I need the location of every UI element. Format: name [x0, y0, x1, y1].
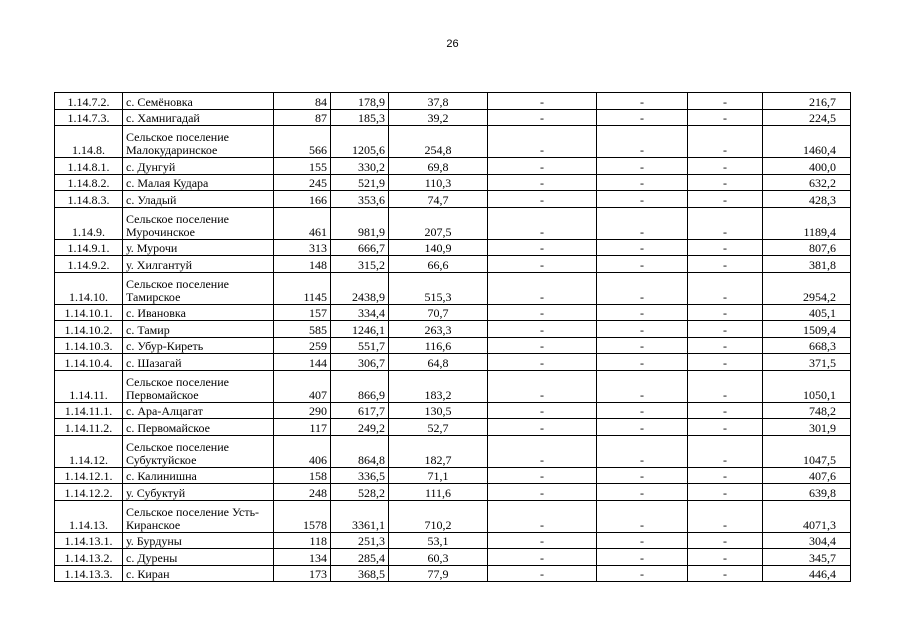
col-3-value: 254,8 [389, 126, 488, 158]
settlement-name: Сельское поселение Субуктуйское [123, 435, 274, 467]
col-4-value: - [488, 370, 597, 402]
col-5-value: - [597, 484, 688, 501]
col-6-value: - [688, 370, 763, 402]
col-3-value: 52,7 [389, 419, 488, 436]
col-5-value: - [597, 337, 688, 354]
row-code: 1.14.13. [55, 500, 123, 532]
table-row [55, 549, 851, 566]
col-3-value: 207,5 [389, 207, 488, 239]
table-row [55, 158, 851, 175]
col-3-value: 710,2 [389, 500, 488, 532]
total-value: 1050,1 [763, 370, 851, 402]
row-code: 1.14.9. [55, 207, 123, 239]
col-3-value: 37,8 [389, 93, 488, 110]
settlement-name: с. Шазагай [123, 354, 274, 371]
col-1-value: 166 [274, 191, 331, 208]
col-6-value: - [688, 549, 763, 566]
col-2-value: 864,8 [331, 435, 389, 467]
col-2-value: 2438,9 [331, 272, 389, 304]
row-code: 1.14.10.1. [55, 304, 123, 321]
settlement-name: Сельское поселение Усть-Киранское [123, 500, 274, 532]
table-row [55, 354, 851, 371]
row-code: 1.14.7.3. [55, 109, 123, 126]
col-1-value: 155 [274, 158, 331, 175]
col-6-value: - [688, 304, 763, 321]
table-row [55, 419, 851, 436]
total-value: 345,7 [763, 549, 851, 566]
col-4-value: - [488, 484, 597, 501]
col-5-value: - [597, 207, 688, 239]
col-1-value: 84 [274, 93, 331, 110]
row-code: 1.14.10.2. [55, 321, 123, 338]
col-3-value: 183,2 [389, 370, 488, 402]
settlement-name: с. Дунгуй [123, 158, 274, 175]
col-3-value: 263,3 [389, 321, 488, 338]
col-1-value: 245 [274, 174, 331, 191]
col-2-value: 353,6 [331, 191, 389, 208]
col-5-value: - [597, 191, 688, 208]
col-1-value: 144 [274, 354, 331, 371]
table-row [55, 402, 851, 419]
settlement-name: с. Хамнигадай [123, 109, 274, 126]
col-5-value: - [597, 158, 688, 175]
row-code: 1.14.9.2. [55, 256, 123, 273]
col-5-value: - [597, 549, 688, 566]
table-row [55, 191, 851, 208]
col-4-value: - [488, 93, 597, 110]
col-2-value: 617,7 [331, 402, 389, 419]
col-6-value: - [688, 565, 763, 582]
row-code: 1.14.10.3. [55, 337, 123, 354]
col-1-value: 585 [274, 321, 331, 338]
col-4-value: - [488, 109, 597, 126]
col-4-value: - [488, 304, 597, 321]
col-4-value: - [488, 435, 597, 467]
col-2-value: 1205,6 [331, 126, 389, 158]
settlement-name: с. Тамир [123, 321, 274, 338]
table-body [55, 93, 851, 582]
col-4-value: - [488, 467, 597, 484]
table-row [55, 435, 851, 467]
col-6-value: - [688, 354, 763, 371]
col-6-value: - [688, 337, 763, 354]
col-6-value: - [688, 191, 763, 208]
table-row [55, 532, 851, 549]
col-2-value: 666,7 [331, 239, 389, 256]
row-code: 1.14.12. [55, 435, 123, 467]
table-row [55, 272, 851, 304]
col-4-value: - [488, 272, 597, 304]
col-6-value: - [688, 419, 763, 436]
col-3-value: 515,3 [389, 272, 488, 304]
col-3-value: 77,9 [389, 565, 488, 582]
col-3-value: 69,8 [389, 158, 488, 175]
table-row [55, 239, 851, 256]
total-value: 446,4 [763, 565, 851, 582]
col-5-value: - [597, 370, 688, 402]
col-4-value: - [488, 207, 597, 239]
col-1-value: 248 [274, 484, 331, 501]
total-value: 216,7 [763, 93, 851, 110]
col-5-value: - [597, 272, 688, 304]
settlement-name: у. Мурочи [123, 239, 274, 256]
col-2-value: 981,9 [331, 207, 389, 239]
col-6-value: - [688, 272, 763, 304]
total-value: 1189,4 [763, 207, 851, 239]
total-value: 1460,4 [763, 126, 851, 158]
row-code: 1.14.8.3. [55, 191, 123, 208]
settlement-name: с. Малая Кудара [123, 174, 274, 191]
total-value: 668,3 [763, 337, 851, 354]
total-value: 400,0 [763, 158, 851, 175]
total-value: 2954,2 [763, 272, 851, 304]
col-5-value: - [597, 532, 688, 549]
table-row [55, 484, 851, 501]
col-2-value: 368,5 [331, 565, 389, 582]
table-row [55, 174, 851, 191]
table-row [55, 565, 851, 582]
col-5-value: - [597, 435, 688, 467]
table-row [55, 109, 851, 126]
row-code: 1.14.8.1. [55, 158, 123, 175]
settlement-name: у. Субуктуй [123, 484, 274, 501]
data-table [54, 92, 851, 582]
col-5-value: - [597, 93, 688, 110]
col-3-value: 111,6 [389, 484, 488, 501]
col-5-value: - [597, 126, 688, 158]
col-6-value: - [688, 207, 763, 239]
row-code: 1.14.11.2. [55, 419, 123, 436]
settlement-name: с. Ара-Алцагат [123, 402, 274, 419]
col-4-value: - [488, 419, 597, 436]
col-6-value: - [688, 93, 763, 110]
table-row [55, 256, 851, 273]
col-2-value: 330,2 [331, 158, 389, 175]
col-1-value: 407 [274, 370, 331, 402]
table-row [55, 126, 851, 158]
col-6-value: - [688, 402, 763, 419]
col-2-value: 249,2 [331, 419, 389, 436]
total-value: 224,5 [763, 109, 851, 126]
row-code: 1.14.12.1. [55, 467, 123, 484]
settlement-name: с. Ивановка [123, 304, 274, 321]
page-number: 26 [446, 38, 459, 50]
col-4-value: - [488, 565, 597, 582]
col-1-value: 313 [274, 239, 331, 256]
col-6-value: - [688, 467, 763, 484]
col-4-value: - [488, 191, 597, 208]
settlement-name: с. Уладый [123, 191, 274, 208]
col-1-value: 148 [274, 256, 331, 273]
settlement-name: с. Киран [123, 565, 274, 582]
col-3-value: 66,6 [389, 256, 488, 273]
col-3-value: 53,1 [389, 532, 488, 549]
col-2-value: 185,3 [331, 109, 389, 126]
col-4-value: - [488, 256, 597, 273]
col-6-value: - [688, 435, 763, 467]
total-value: 1047,5 [763, 435, 851, 467]
total-value: 371,5 [763, 354, 851, 371]
table-row [55, 321, 851, 338]
col-1-value: 118 [274, 532, 331, 549]
table-row [55, 370, 851, 402]
col-6-value: - [688, 239, 763, 256]
col-4-value: - [488, 549, 597, 566]
settlement-name: Сельское поселение Мурочинское [123, 207, 274, 239]
row-code: 1.14.12.2. [55, 484, 123, 501]
table-row [55, 337, 851, 354]
col-1-value: 566 [274, 126, 331, 158]
col-6-value: - [688, 321, 763, 338]
settlement-name: у. Бурдуны [123, 532, 274, 549]
row-code: 1.14.10.4. [55, 354, 123, 371]
col-2-value: 521,9 [331, 174, 389, 191]
col-1-value: 158 [274, 467, 331, 484]
row-code: 1.14.11. [55, 370, 123, 402]
col-1-value: 173 [274, 565, 331, 582]
total-value: 1509,4 [763, 321, 851, 338]
col-1-value: 117 [274, 419, 331, 436]
total-value: 301,9 [763, 419, 851, 436]
settlement-name: с. Семёновка [123, 93, 274, 110]
col-3-value: 64,8 [389, 354, 488, 371]
col-3-value: 182,7 [389, 435, 488, 467]
col-2-value: 306,7 [331, 354, 389, 371]
col-5-value: - [597, 565, 688, 582]
col-4-value: - [488, 239, 597, 256]
col-5-value: - [597, 467, 688, 484]
col-3-value: 116,6 [389, 337, 488, 354]
row-code: 1.14.8.2. [55, 174, 123, 191]
col-6-value: - [688, 500, 763, 532]
col-4-value: - [488, 158, 597, 175]
settlement-name: Сельское поселение Тамирское [123, 272, 274, 304]
col-1-value: 290 [274, 402, 331, 419]
col-3-value: 110,3 [389, 174, 488, 191]
col-4-value: - [488, 321, 597, 338]
col-2-value: 551,7 [331, 337, 389, 354]
total-value: 407,6 [763, 467, 851, 484]
row-code: 1.14.13.3. [55, 565, 123, 582]
col-6-value: - [688, 109, 763, 126]
col-5-value: - [597, 174, 688, 191]
total-value: 639,8 [763, 484, 851, 501]
col-4-value: - [488, 174, 597, 191]
settlement-name: с. Калинишна [123, 467, 274, 484]
col-5-value: - [597, 304, 688, 321]
col-4-value: - [488, 500, 597, 532]
total-value: 428,3 [763, 191, 851, 208]
settlement-name: у. Хилгантуй [123, 256, 274, 273]
col-1-value: 1145 [274, 272, 331, 304]
total-value: 748,2 [763, 402, 851, 419]
table-row [55, 304, 851, 321]
col-3-value: 74,7 [389, 191, 488, 208]
col-4-value: - [488, 402, 597, 419]
col-2-value: 336,5 [331, 467, 389, 484]
col-2-value: 315,2 [331, 256, 389, 273]
col-6-value: - [688, 532, 763, 549]
table-row [55, 467, 851, 484]
settlement-name: с. Первомайское [123, 419, 274, 436]
col-2-value: 528,2 [331, 484, 389, 501]
col-2-value: 285,4 [331, 549, 389, 566]
col-3-value: 70,7 [389, 304, 488, 321]
row-code: 1.14.7.2. [55, 93, 123, 110]
table-row [55, 500, 851, 532]
settlement-name: Сельское поселение Первомайское [123, 370, 274, 402]
table-row [55, 93, 851, 110]
col-5-value: - [597, 402, 688, 419]
settlement-name: с. Убур-Киреть [123, 337, 274, 354]
col-2-value: 3361,1 [331, 500, 389, 532]
col-6-value: - [688, 256, 763, 273]
row-code: 1.14.11.1. [55, 402, 123, 419]
col-4-value: - [488, 354, 597, 371]
col-6-value: - [688, 174, 763, 191]
col-1-value: 1578 [274, 500, 331, 532]
col-2-value: 1246,1 [331, 321, 389, 338]
col-3-value: 130,5 [389, 402, 488, 419]
col-4-value: - [488, 337, 597, 354]
row-code: 1.14.13.1. [55, 532, 123, 549]
col-5-value: - [597, 256, 688, 273]
col-5-value: - [597, 321, 688, 338]
col-5-value: - [597, 354, 688, 371]
col-6-value: - [688, 158, 763, 175]
col-5-value: - [597, 109, 688, 126]
row-code: 1.14.9.1. [55, 239, 123, 256]
total-value: 807,6 [763, 239, 851, 256]
row-code: 1.14.10. [55, 272, 123, 304]
col-1-value: 157 [274, 304, 331, 321]
col-5-value: - [597, 239, 688, 256]
col-1-value: 406 [274, 435, 331, 467]
col-5-value: - [597, 419, 688, 436]
col-4-value: - [488, 532, 597, 549]
col-2-value: 334,4 [331, 304, 389, 321]
col-3-value: 140,9 [389, 239, 488, 256]
col-2-value: 178,9 [331, 93, 389, 110]
col-2-value: 866,9 [331, 370, 389, 402]
total-value: 304,4 [763, 532, 851, 549]
settlement-name: с. Дурены [123, 549, 274, 566]
row-code: 1.14.8. [55, 126, 123, 158]
total-value: 4071,3 [763, 500, 851, 532]
total-value: 405,1 [763, 304, 851, 321]
col-6-value: - [688, 484, 763, 501]
col-1-value: 259 [274, 337, 331, 354]
table-row [55, 207, 851, 239]
row-code: 1.14.13.2. [55, 549, 123, 566]
col-3-value: 39,2 [389, 109, 488, 126]
col-1-value: 87 [274, 109, 331, 126]
col-2-value: 251,3 [331, 532, 389, 549]
col-4-value: - [488, 126, 597, 158]
col-3-value: 60,3 [389, 549, 488, 566]
col-5-value: - [597, 500, 688, 532]
settlement-name: Сельское поселение Малокударинское [123, 126, 274, 158]
total-value: 632,2 [763, 174, 851, 191]
col-6-value: - [688, 126, 763, 158]
col-1-value: 461 [274, 207, 331, 239]
total-value: 381,8 [763, 256, 851, 273]
col-3-value: 71,1 [389, 467, 488, 484]
col-1-value: 134 [274, 549, 331, 566]
